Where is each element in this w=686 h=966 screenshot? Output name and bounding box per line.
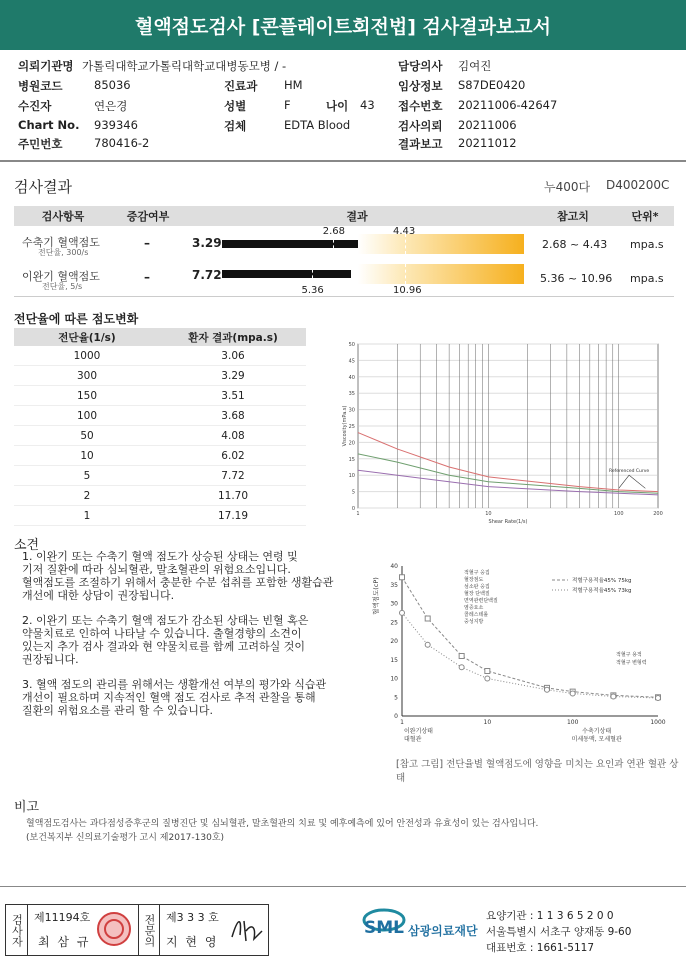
results-table bbox=[14, 206, 674, 226]
remark-line-2: (보건복지부 신의료기술평가 고시 제2017-130호) bbox=[26, 833, 225, 843]
chart2-xtick: 10 bbox=[483, 719, 492, 726]
row2-sub: 전단율, 5/s bbox=[42, 282, 83, 291]
shear-rate-cell: 5 bbox=[83, 469, 91, 482]
address: 서울특별시 서초구 양재동 9-60 bbox=[486, 926, 632, 938]
shear-rate-cell: 1 bbox=[83, 509, 91, 522]
results-title: 검사결과 bbox=[14, 178, 72, 196]
chart2-xhigh-label: 미세동맥, 모세혈관 bbox=[571, 736, 622, 743]
reference-caption: [참고 그림] 전단율별 혈액점도에 영향을 미치는 요인과 연관 혈관 상태 bbox=[396, 759, 679, 784]
chart2-xtick: 1000 bbox=[650, 719, 666, 726]
chart2-factor: 혈장 단백질 bbox=[464, 591, 490, 597]
viscosity-curve-chart bbox=[340, 338, 670, 524]
examiner-label: 검사자 bbox=[6, 905, 28, 955]
row2-ref: 5.36 ~ 10.96 bbox=[540, 272, 613, 285]
receipt-value: 20211006-42647 bbox=[458, 98, 558, 112]
row1-sub: 전단율, 300/s bbox=[38, 248, 89, 257]
chart2-series-1 bbox=[402, 577, 658, 697]
viscosity-cell: 17.19 bbox=[217, 509, 249, 522]
chart1-ytick: 15 bbox=[348, 456, 355, 463]
chart2-ytick: 10 bbox=[390, 675, 398, 683]
row2-low-marker bbox=[312, 264, 313, 284]
chart2-factor: 섬소판 응집 bbox=[464, 584, 490, 590]
chart1-ytick: 0 bbox=[351, 506, 355, 512]
phone: 대표번호 : 1661-5117 bbox=[486, 942, 595, 954]
chart2-factor: 염증요소 bbox=[464, 605, 484, 611]
logo-text: SML bbox=[364, 918, 404, 938]
viscosity-cell: 3.06 bbox=[221, 349, 245, 362]
shear-col1: 전단율(1/s) bbox=[58, 331, 116, 344]
institution-value: 가톨릭대학교가톨릭대학교대병동모병 / - bbox=[82, 59, 287, 73]
clinical-value: S87DE0420 bbox=[458, 78, 526, 92]
shear-col2: 환자 결과(mpa.s) bbox=[188, 331, 278, 344]
chart1-xtick: 200 bbox=[653, 511, 663, 517]
chart2-ylabel: 혈액점도(cP) bbox=[372, 577, 380, 615]
examiner-seal bbox=[96, 911, 132, 947]
chart2-legend-label: 적혈구용적율45% 75kg bbox=[572, 578, 632, 584]
chart1-xlabel: Shear Rate(1/s) bbox=[488, 519, 528, 524]
examiner-no: 제11194호 bbox=[34, 911, 91, 924]
chart2-ytick: 30 bbox=[390, 600, 398, 608]
row2-low-label: 5.36 bbox=[301, 285, 324, 296]
shear-header bbox=[14, 328, 306, 346]
chart2-ytick: 15 bbox=[390, 656, 398, 664]
chart1-xtick: 10 bbox=[485, 511, 492, 517]
chart1-ytick: 10 bbox=[348, 473, 355, 480]
row1-high-marker bbox=[405, 234, 406, 254]
age-label: 나이 bbox=[326, 99, 349, 113]
chart2-point bbox=[459, 654, 464, 659]
reviewer-label: 전문의 bbox=[138, 905, 160, 955]
chart2-point bbox=[485, 676, 490, 681]
row1-value-bar bbox=[222, 240, 358, 248]
chart1-xtick: 1 bbox=[356, 511, 360, 517]
signature-box bbox=[5, 904, 269, 956]
chart2-ytick: 20 bbox=[390, 638, 398, 645]
chart2-point bbox=[611, 694, 616, 699]
chart1-ytick: 40 bbox=[348, 374, 355, 381]
chart2-point bbox=[459, 665, 464, 670]
chart-value: 939346 bbox=[94, 118, 138, 132]
viscosity-cell: 3.51 bbox=[221, 389, 245, 402]
institution-label: 의뢰기관명 bbox=[18, 59, 74, 73]
shear-row bbox=[14, 426, 306, 446]
chart2-factor: 중성지방 bbox=[464, 619, 484, 625]
opinion-item-2: 2. 이완기 또는 수축기 혈액 점도가 감소된 상태는 빈혈 혹은 약물치료로 인하여 나타날 수 있습니다. 출혈경향의 소견이 있는지 추가 검사 결과와 현 약물치료를 함께 고려하실 것이 권장됩니다. bbox=[22, 614, 309, 666]
row1-unit: mpa.s bbox=[630, 238, 664, 251]
col-result: 결과 bbox=[346, 210, 368, 223]
chart1-ytick: 45 bbox=[348, 358, 355, 365]
chart-label: Chart No. bbox=[18, 118, 80, 132]
chart1-ytick: 20 bbox=[348, 440, 355, 447]
row1-range-bar bbox=[222, 234, 524, 254]
results-code-a: 누400다 bbox=[544, 180, 591, 194]
shear-row bbox=[14, 366, 306, 386]
shear-rate-cell: 300 bbox=[76, 369, 98, 382]
doctor-label: 담당의사 bbox=[398, 59, 443, 73]
chart1-xtick: 100 bbox=[613, 511, 624, 517]
care-no: 요양기관 : 1 1 3 6 5 2 0 0 bbox=[486, 910, 614, 922]
company-name: 삼광의료재단 bbox=[408, 924, 478, 938]
shear-row bbox=[14, 346, 306, 366]
resident-value: 780416-2 bbox=[94, 136, 150, 150]
chart1-annotation: Referenced Curve bbox=[608, 468, 650, 474]
chart2-factor2: 적혈구 용적 bbox=[616, 652, 642, 658]
sex-label: 성별 bbox=[224, 99, 247, 113]
reference-chart bbox=[366, 558, 676, 748]
chart2-point bbox=[425, 642, 430, 647]
remark-line-1: 혈액점도검사는 과다점성증후군의 질병진단 및 심뇌혈관, 말초혈관의 치료 및 예후예측에 있어 안전성과 유효성이 있는 검사입니다. bbox=[26, 819, 539, 829]
shear-row bbox=[14, 506, 306, 526]
viscosity-cell: 3.29 bbox=[221, 369, 245, 382]
shear-row bbox=[14, 386, 306, 406]
report-title: 혈액점도검사 [콘플레이트회전법] 검사결과보고서 bbox=[0, 0, 686, 50]
resident-label: 주민번호 bbox=[18, 137, 63, 151]
chart2-legend-label: 적혈구용적율45% 73kg bbox=[572, 588, 632, 594]
shear-title: 전단율에 따른 점도변화 bbox=[14, 312, 139, 326]
chart2-ytick: 35 bbox=[390, 581, 398, 589]
row2-range-bar bbox=[222, 264, 524, 284]
shear-row bbox=[14, 486, 306, 506]
viscosity-cell: 4.08 bbox=[221, 429, 245, 442]
row2-value: 7.72 bbox=[192, 268, 222, 282]
divider bbox=[0, 160, 686, 162]
chart1-ytick: 5 bbox=[351, 489, 355, 496]
chart2-factor2: 적혈구 변형력 bbox=[616, 660, 647, 666]
results-code-b: D400200C bbox=[606, 178, 670, 192]
row2-value-bar bbox=[222, 270, 351, 278]
shear-table bbox=[14, 328, 306, 526]
chart2-factor: 적혈구 응집 bbox=[464, 570, 490, 576]
chart2-point bbox=[570, 691, 575, 696]
department-label: 진료과 bbox=[224, 79, 258, 93]
chart1-ytick: 35 bbox=[348, 391, 355, 398]
chart2-ytick: 0 bbox=[394, 713, 398, 720]
age-value: 43 bbox=[360, 98, 375, 112]
col-unit: 단위* bbox=[631, 210, 659, 223]
chart2-point bbox=[656, 696, 661, 701]
col-ref: 참고치 bbox=[557, 210, 589, 223]
chart2-point bbox=[425, 616, 430, 621]
receipt-label: 접수번호 bbox=[398, 99, 443, 113]
row1-name: 수축기 혈액점도 bbox=[22, 236, 100, 249]
chart2-point bbox=[400, 575, 405, 580]
chart1-ytick: 50 bbox=[348, 342, 355, 348]
row2-high-marker bbox=[405, 264, 406, 284]
row2-name: 이완기 혈액점도 bbox=[22, 270, 100, 283]
row2-high-label: 10.96 bbox=[393, 285, 422, 296]
hospital-code-value: 85036 bbox=[94, 78, 131, 92]
clinical-label: 임상정보 bbox=[398, 79, 443, 93]
examiner-name: 최 삼 규 bbox=[38, 935, 91, 949]
report-value: 20211012 bbox=[458, 136, 517, 150]
shear-row bbox=[14, 446, 306, 466]
viscosity-cell: 6.02 bbox=[221, 449, 245, 462]
shear-row bbox=[14, 466, 306, 486]
reviewer-name: 지 현 영 bbox=[166, 935, 219, 949]
chart1-ytick: 30 bbox=[348, 407, 355, 414]
department-value: HM bbox=[284, 78, 303, 92]
reviewer-no: 제3 3 3 호 bbox=[166, 911, 219, 924]
chart2-factor: 면역관련단백질 bbox=[464, 598, 498, 604]
chart1-ylabel: Viscosity(mPa.s) bbox=[342, 405, 348, 447]
row1-change: – bbox=[144, 236, 150, 250]
col-change: 증감여부 bbox=[126, 210, 170, 223]
row1-low-marker bbox=[333, 234, 334, 254]
row2-change: – bbox=[144, 270, 150, 284]
shear-rate-cell: 50 bbox=[80, 429, 94, 442]
chart2-xlow-label: 이완기상태 bbox=[404, 728, 433, 735]
request-value: 20211006 bbox=[458, 118, 517, 132]
patient-info bbox=[18, 54, 668, 154]
chart2-ytick: 40 bbox=[390, 563, 398, 570]
shear-rate-cell: 1000 bbox=[73, 349, 101, 362]
chart2-xlow-label: 대혈관 bbox=[404, 736, 422, 743]
chart2-ytick: 5 bbox=[394, 694, 398, 702]
hospital-code-label: 병원코드 bbox=[18, 79, 63, 93]
col-item: 검사항목 bbox=[41, 210, 85, 223]
request-label: 검사의뢰 bbox=[398, 119, 443, 133]
receiver-value: 연은경 bbox=[94, 99, 128, 113]
opinion-title: 소견 bbox=[14, 538, 40, 553]
shear-rate-cell: 2 bbox=[83, 489, 91, 502]
chart2-point bbox=[400, 610, 405, 615]
doctor-value: 김여진 bbox=[458, 59, 492, 73]
chart1-ytick: 25 bbox=[348, 424, 355, 430]
opinion-item-1: 1. 이완기 또는 수축기 혈액 점도가 상승된 상태는 연령 및 기저 질환에 따라 심뇌혈관, 말초혈관의 위험요소입니다. 혈액점도를 조절하기 위해서 충분한 수분 섭취를 포함한 생활습관 개선에 대한 상담이 권장됩니다. bbox=[22, 550, 334, 602]
chart2-xtick: 1 bbox=[400, 719, 404, 726]
chart2-point bbox=[544, 687, 549, 692]
shear-row bbox=[14, 406, 306, 426]
opinion-item-3: 3. 혈액 점도의 관리를 위해서는 생활개선 여부의 평가와 식습관 개선이 필요하며 지속적인 혈액 점도 검사로 추적 관찰을 통해 질환의 위험요소를 관리 할 수 있습니다. bbox=[22, 678, 327, 717]
results-header-row bbox=[14, 206, 674, 226]
shear-rate-cell: 10 bbox=[80, 449, 94, 462]
row1-high-label: 4.43 bbox=[393, 226, 416, 237]
viscosity-cell: 3.68 bbox=[221, 409, 245, 422]
specimen-value: EDTA Blood bbox=[284, 118, 351, 132]
chart2-xtick: 100 bbox=[566, 719, 579, 726]
results-divider bbox=[14, 296, 674, 297]
report-label: 결과보고 bbox=[398, 137, 443, 151]
receiver-label: 수진자 bbox=[18, 99, 52, 113]
remark-title: 비고 bbox=[14, 800, 40, 815]
shear-rate-cell: 100 bbox=[76, 409, 98, 422]
chart2-factor: 콜레스테롤 bbox=[464, 612, 489, 618]
row1-low-label: 2.68 bbox=[322, 226, 345, 237]
viscosity-cell: 11.70 bbox=[217, 489, 249, 502]
row1-ref: 2.68 ~ 4.43 bbox=[542, 238, 608, 251]
chart2-xhigh-label: 수축기상태 bbox=[582, 728, 612, 735]
shear-rate-cell: 150 bbox=[76, 389, 98, 402]
chart2-point bbox=[485, 669, 490, 674]
row2-unit: mpa.s bbox=[630, 272, 664, 285]
row1-value: 3.29 bbox=[192, 236, 222, 250]
footer-divider bbox=[0, 886, 686, 887]
specimen-label: 검체 bbox=[224, 119, 247, 133]
chart2-factor: 혈장점도 bbox=[464, 577, 484, 583]
sex-value: F bbox=[284, 98, 291, 112]
chart2-ytick: 25 bbox=[390, 619, 398, 627]
viscosity-cell: 7.72 bbox=[221, 469, 245, 482]
opinion-text bbox=[22, 550, 367, 729]
reviewer-signature bbox=[228, 913, 264, 947]
